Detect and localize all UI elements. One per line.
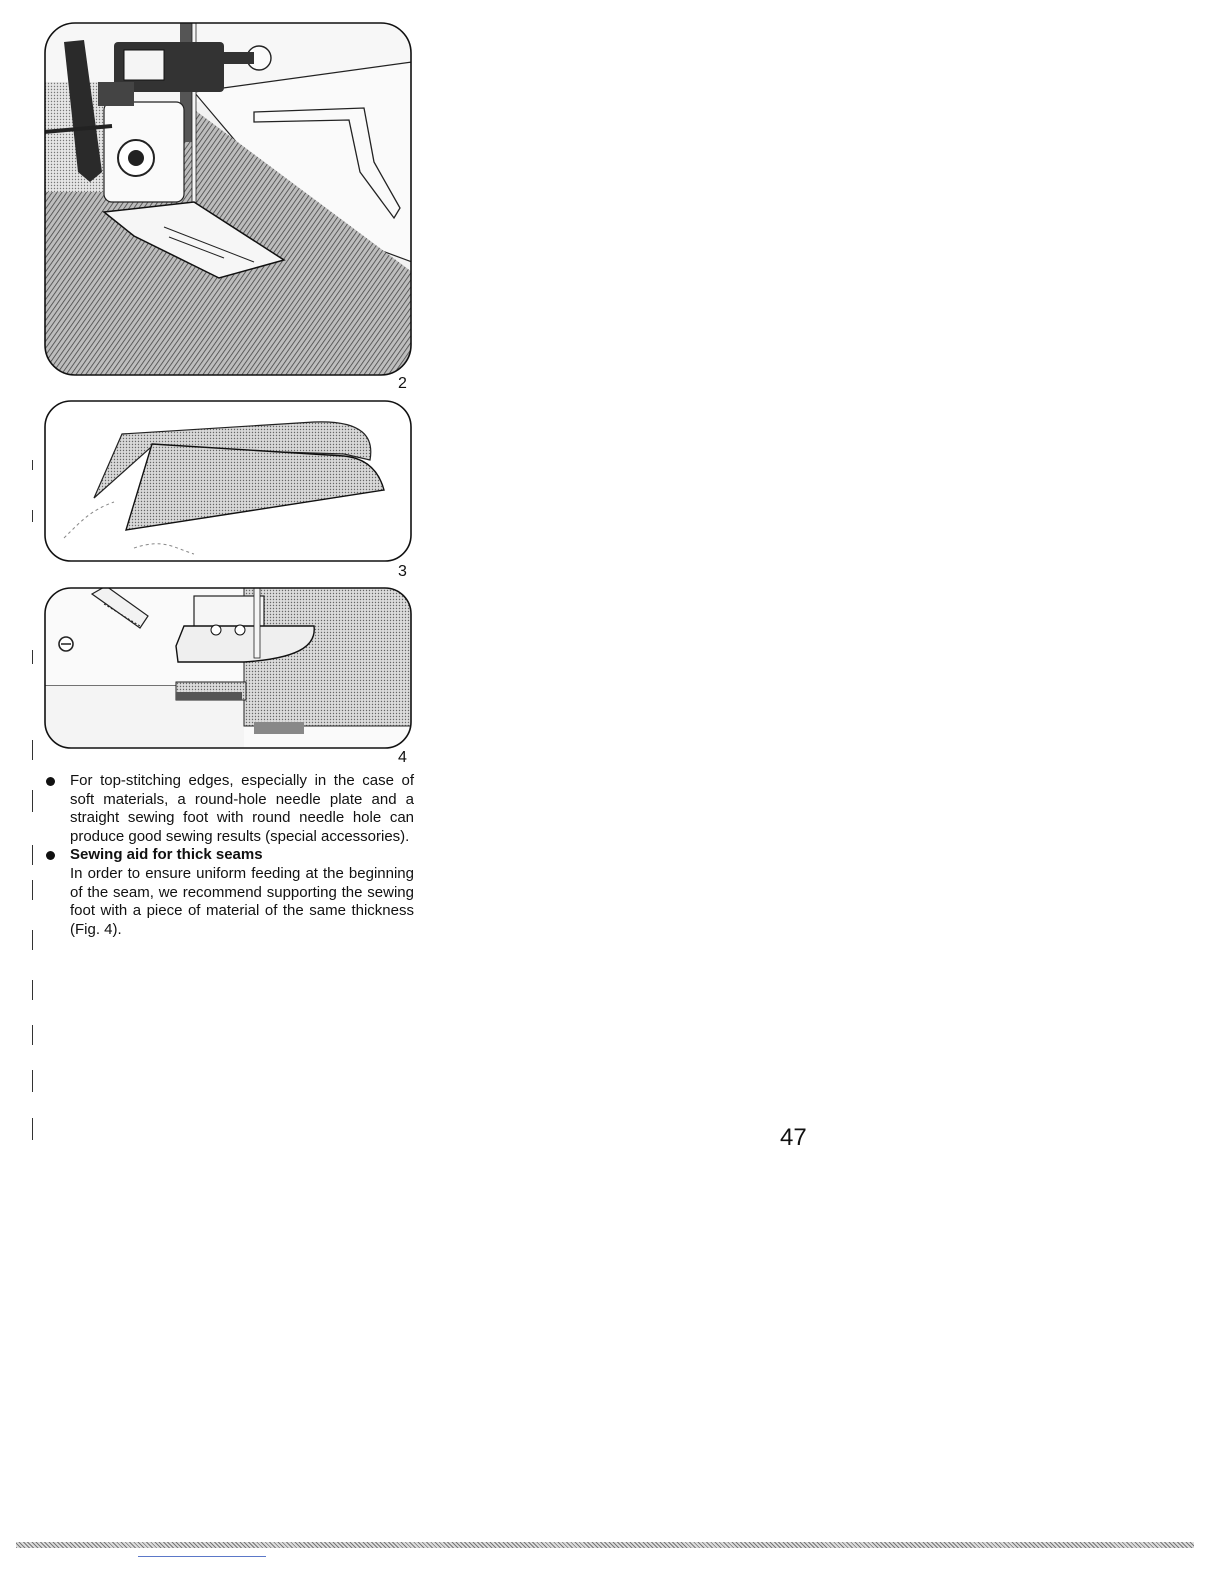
figure-2-illustration	[44, 22, 412, 378]
figure-4-illustration	[44, 586, 412, 750]
figure-4-number: 4	[398, 749, 407, 766]
margin-marks	[30, 450, 36, 1150]
figure-2	[44, 22, 412, 378]
bullet-icon	[46, 851, 55, 860]
figure-3	[44, 398, 412, 564]
top-stitching-paragraph: For top-stitching edges, especially in the case of soft materials, a round-hole needle plate and a straight sewing foot with round needle hole can produce good sewing results (special accessories).	[70, 772, 414, 845]
page-number: 47	[780, 1124, 807, 1151]
instructions-text	[44, 772, 414, 939]
bottom-rule	[138, 1556, 266, 1557]
bullet-item-top-stitching	[44, 772, 414, 846]
figure-3-number: 3	[398, 563, 407, 580]
bullet-icon	[46, 777, 55, 786]
bottom-border-strip	[16, 1542, 1194, 1548]
thick-seams-heading: Sewing aid for thick seams	[70, 846, 263, 864]
figure-2-number: 2	[398, 375, 407, 392]
bullet-item-thick-seams	[44, 846, 414, 939]
thick-seams-paragraph: In order to ensure uniform feeding at the beginning of the seam, we recommend supporting the sewing foot with a piece of material of the same thickness (Fig. 4).	[70, 864, 414, 938]
figure-3-illustration	[44, 398, 412, 564]
figure-4	[44, 586, 412, 750]
